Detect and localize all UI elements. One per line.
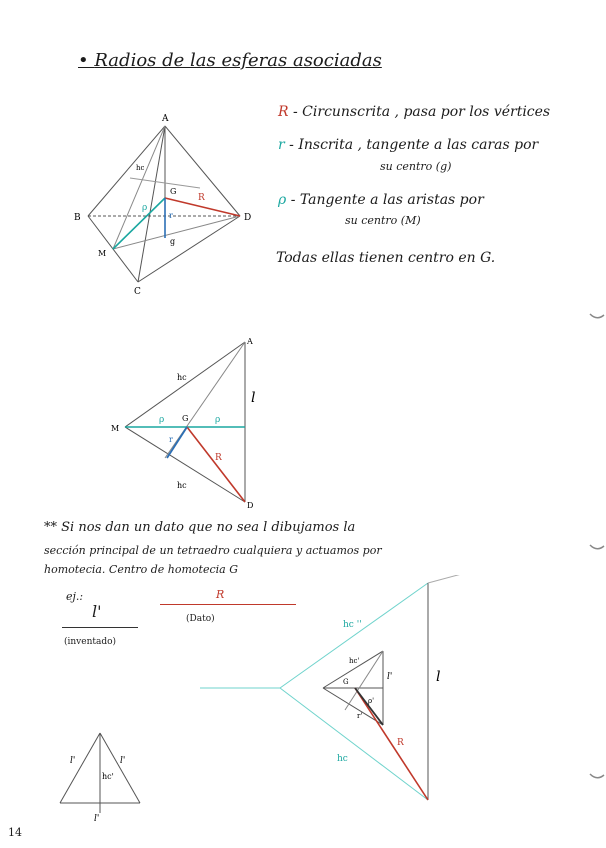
point-M-label: M [98,249,107,258]
face-triangle-figure [52,725,152,825]
legend-R-text: - Circunscrita , pasa por los vértices [293,104,551,120]
l-right-label: l' [120,756,126,766]
G-label: G [343,678,349,686]
hc-label: hc [136,164,145,172]
point-M-label: M [111,424,120,433]
R-segment [187,427,245,502]
l-left-label: l' [70,756,76,766]
legend-r-text: - Inscrita , tangente a las caras por [289,137,539,153]
r-label: r [169,211,173,220]
legend-R-letter: R [278,104,289,120]
invented-label: (inventado) [64,637,117,647]
hc-bottom-label: hc [177,481,187,490]
legend-rho [278,192,484,208]
point-G-label: G [170,187,177,196]
legend-r-letter: r [278,137,285,153]
vertex-D-label: D [247,501,254,510]
inner-line-1 [165,342,245,458]
l-label: l [251,390,256,406]
note-line-1: ** Si nos dan un dato que no sea l dibujamos la [44,520,356,535]
homothety-figure [195,575,480,810]
center-note: Todas ellas tienen centro en G. [276,250,496,266]
R-given-label: R [216,588,225,601]
title-text: Radios de las esferas asociadas [94,50,382,71]
tetrahedron-figure [70,110,270,300]
hc-small-label: hc' [349,657,360,665]
r-label: r [169,435,173,444]
note-line-2: sección principal de un tetraedro cualquiera y actuamos por [44,544,382,557]
vertex-B-label: B [74,213,81,223]
vertex-A-label: A [162,114,169,124]
vertex-C-label: C [134,287,141,297]
median-line [113,216,240,249]
rho-small-label: ρ' [368,697,375,705]
rho-left-label: ρ [159,415,165,425]
l-small-label: l' [387,672,393,682]
triangle-left-edge [60,733,100,803]
legend-rho-cont: su centro (M) [345,214,421,227]
ext-line [428,575,480,583]
binder-ring-mark-3 [588,772,606,782]
point-g-label: g [170,237,176,246]
R-label: R [198,193,205,203]
point-G-label: G [182,414,189,423]
page-title [78,50,382,71]
apothem-line [113,126,165,249]
hc-bottom-line [125,427,245,502]
l-prime-segment [62,627,138,628]
hc-label: hc' [102,772,114,781]
hc-top-line [280,583,428,688]
hc-bottom-label: hc [337,754,348,764]
triangle-right-edge [100,733,140,803]
hc-top-label: hc '' [343,620,362,630]
edge-CD [138,216,240,282]
section-figure [105,330,280,520]
rho-label: ρ [142,203,148,213]
l-prime-label: l' [92,602,102,621]
binder-ring-mark-1 [588,312,606,322]
l-label: l [436,669,441,685]
small-hc-bottom [323,688,383,725]
R-label: R [397,738,404,748]
binder-ring-mark-2 [588,543,606,553]
vertex-A-label: A [247,337,253,346]
example-label: ej.: [66,590,84,603]
radius-rho-segment [113,198,165,249]
vertex-D-label: D [244,213,252,223]
legend-r [278,137,538,153]
edge-AB [88,126,165,216]
dato-label: (Dato) [186,614,215,624]
legend-r-cont: su centro (g) [380,160,452,173]
bullet-dot: • [78,50,95,71]
R-label: R [215,453,222,463]
hc-top-label: hc [177,373,187,382]
R-line [355,688,428,800]
r-small-label: r' [357,712,363,720]
page-number: 14 [8,826,22,839]
l-base-label: l' [94,814,100,824]
rho-right-label: ρ [215,415,221,425]
legend-R [278,104,550,120]
hc-bottom-line [280,688,428,800]
note-line-3: homotecia. Centro de homotecia G [44,563,238,576]
legend-rho-letter: ρ [278,192,287,208]
legend-rho-text: - Tangente a las aristas por [290,192,484,208]
